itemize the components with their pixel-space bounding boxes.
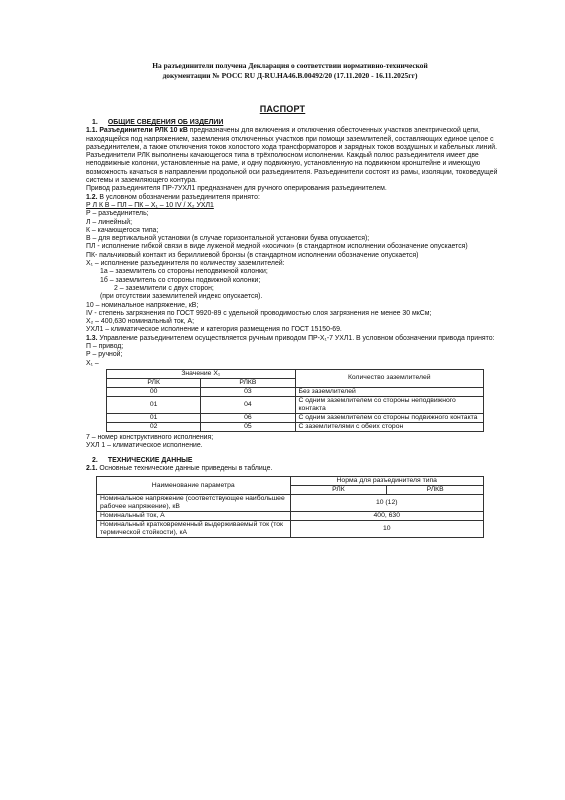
list-item: Р – ручной; (86, 351, 123, 359)
paragraph-1-2-text: В условном обозначении разъединителя принято: (97, 193, 260, 201)
sub-list-item: (при отсутствии заземлителей индекс опускается). (100, 293, 263, 301)
list-item: Х₁ – исполнение разъединителя по количеству заземлителей: (86, 260, 285, 268)
paragraph-1-1-bold: Разъединители РЛК 10 кВ (99, 127, 188, 135)
list-item: 7 – номер конструктивного исполнения; (86, 433, 214, 441)
table-header-rlk: РЛК (107, 378, 201, 387)
table-row (97, 495, 484, 512)
sub-list-item: 1б – заземлитель со стороны подвижной колонки; (100, 276, 261, 284)
table-row (107, 387, 484, 396)
list-item: П – привод; (86, 343, 124, 351)
table-header-rlkv: РЛКВ (201, 378, 295, 387)
table-row (97, 512, 484, 521)
list-item: ПК- пальчиковый контакт из бериллиевой бронзы (в стандартном исполнении обозначение опускается) (86, 251, 419, 259)
table-cell: 05 (201, 422, 295, 431)
table-header-rlkv: РЛКВ (387, 486, 484, 495)
table-cell: С заземлителями с обеих сторон (295, 422, 484, 431)
list-item: ПЛ - исполнение гибкой связи в виде луженой медной «косички» (в стандартном исполнении обозначение опускается) (86, 243, 468, 251)
section-1-number: 1. (92, 119, 98, 126)
table-cell: С одним заземлителем со стороны неподвижного контакта (295, 396, 484, 413)
table-cell: 06 (201, 413, 295, 422)
table-cell: Номинальный ток, А (97, 512, 291, 521)
list-item: К – качающегося типа; (86, 226, 159, 234)
list-item: Л – линейный; (86, 218, 133, 226)
table-header-value: Значение Х₁ (107, 369, 296, 378)
section-1-title: ОБЩИЕ СВЕДЕНИЯ ОБ ИЗДЕЛИИ (107, 119, 224, 126)
declaration-line-1: На разъединители получена Декларация о соответствии нормативно-технической (152, 61, 428, 70)
document-title: ПАСПОРТ (259, 104, 306, 114)
table-cell: Номинальное напряжение (соответствующее наибольшее рабочее напряжение), кВ (97, 495, 291, 512)
grounding-switch-table (106, 369, 484, 432)
list-item: В – для вертикальной установки (в случае горизонтальной установки буква опускается); (86, 235, 370, 243)
table-row (107, 396, 484, 413)
table-header-count: Количество заземлителей (295, 369, 484, 387)
paragraph-1-1-number: 1.1. (86, 127, 98, 135)
section-2-heading (86, 457, 504, 465)
table-cell: С одним заземлителем со стороны подвижного контакта (295, 413, 484, 422)
sub-list-item: 1а – заземлитель со стороны неподвижной колонки; (100, 268, 268, 276)
list-item: 10 – номинальное напряжение, кВ; (86, 301, 199, 309)
paragraph-description: Разъединители РЛК выполнены качающегося типа в трёхполюсном исполнении. Каждый полюс разъединителя имеет две неподвижные колонки, установленные на раме, и одну подвижную, установленную на подвижном кронштейне и имеющую возможность качаться в направлении продольной оси разъединителя. Разъединители состоят из рамы, изоляции, токоведущей системы и заземляющего контура. (86, 152, 498, 185)
table-cell: Без заземлителей (295, 387, 484, 396)
table-cell: Номинальный кратковременный выдерживаемый ток (ток термической стойкости), кА (97, 521, 291, 538)
paragraph-1-1 (86, 127, 504, 152)
table-row (107, 413, 484, 422)
document-body (86, 118, 504, 540)
paragraph-1-2-number: 1.2. (86, 193, 98, 201)
list-item: УХЛ 1 – климатическое исполнение. (86, 442, 203, 450)
table-cell: 01 (107, 396, 201, 413)
declaration-line-2: документации № РОСС RU Д-RU.НА46.В.00492/20 (17.11.2020 - 16.11.2025гг) (162, 71, 418, 80)
table-header-param: Наименование параметра (97, 477, 291, 495)
table-header-norm: Норма для разъединителя типа (290, 477, 484, 486)
paragraph-2-1-number: 2.1. (86, 464, 98, 472)
table-header-rlk: РЛК (290, 486, 387, 495)
section-2-number: 2. (92, 456, 98, 464)
paragraph-2-1 (86, 465, 504, 473)
table-cell: 02 (107, 422, 201, 431)
table-row (97, 521, 484, 538)
list-item: Х₂ – 400,630 номинальный ток, А; (86, 318, 195, 326)
paragraph-1-2 (86, 194, 504, 202)
table-cell: 03 (201, 387, 295, 396)
list-item: УХЛ1 – климатическое исполнение и категория размещения по ГОСТ 15150-69. (86, 326, 342, 334)
table-cell: 10 (290, 521, 484, 538)
table-row (107, 422, 484, 431)
declaration-header (100, 61, 480, 81)
table-cell: 400, 630 (290, 512, 484, 521)
list-item: Р – разъединитель; (86, 210, 149, 218)
paragraph-drive: Привод разъединителя ПР-7УХЛ1 предназначен для ручного оперирования разъединителем. (86, 185, 387, 193)
table-cell: 01 (107, 413, 201, 422)
paragraph-1-3-text: Управление разъединителем осуществляется ручным приводом ПР-Х₁-7 УХЛ1. В условном обозначении привода принято: (97, 334, 495, 342)
paragraph-2-1-text: Основные технические данные приведены в таблице. (97, 464, 273, 472)
table-cell: 10 (12) (290, 495, 484, 512)
table-cell: 04 (201, 396, 295, 413)
designation-code: Р Л К В – ПЛ – ПК – Х₁ – 10 IV / Х₂ УХЛ1 (86, 201, 214, 209)
list-item: IV - степень загрязнения по ГОСТ 9920-89 с удельной проводимостью слоя загрязнения не менее 30 мкСм; (86, 309, 432, 317)
table-cell: 00 (107, 387, 201, 396)
paragraph-1-3-number: 1.3. (86, 334, 98, 342)
paragraph-1-1-text: предназначены для включения и отключения обесточенных участков электрической цепи, находящейся под напряжением, заземления отключенных участков при помощи заземлителей, составляющих единое целое с разъединителем, а также отключения токов холостого хода трансформаторов и зарядных токов воздушных и кабельных линий. (86, 127, 498, 151)
sub-list-item: 2 – заземлители с двух сторон; (114, 284, 214, 292)
section-2-title: ТЕХНИЧЕСКИЕ ДАННЫЕ (107, 456, 193, 464)
technical-data-table (96, 476, 484, 538)
list-item: Х₁ – (86, 359, 99, 367)
paragraph-1-3 (86, 335, 504, 343)
